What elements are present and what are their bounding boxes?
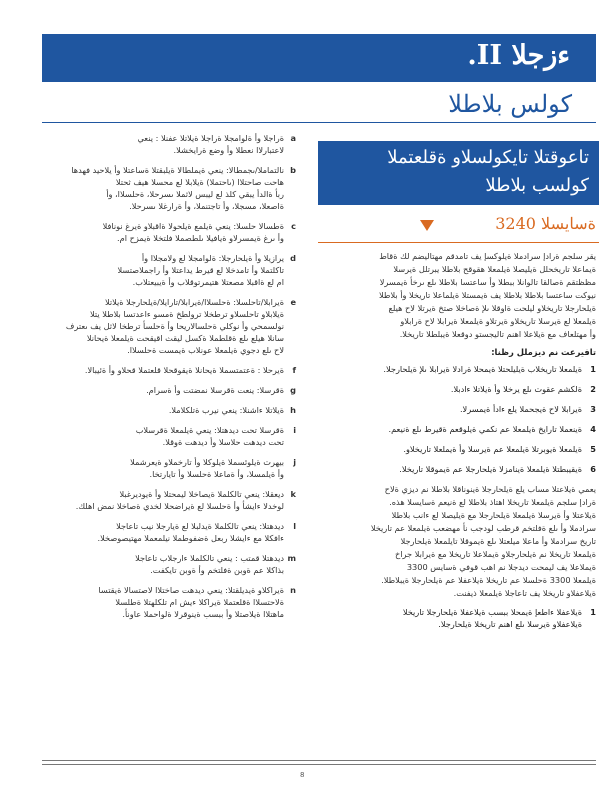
definition-text-line: سانلا هيلع ىلع ةقلطملا ةكسل ليقث اقيقحت ةيلمعلا ةيحانلا	[86, 333, 284, 343]
definition-text-line: ةيرحلا : ةعتمتسملا ةيحانلا ةيقوقحلا قلعتملا قحلاو وأ ةئيبالا.	[84, 365, 284, 375]
definition-text-line: ةيلاتلا ءاشنلا: ينعي نيرب ةتلكلاملا.	[168, 405, 284, 415]
body-line: تاريخ سرادملا وأ ماعلا ميلعتلا ىلع ةيموقلا تايلمعلا ةيلحارجلا	[400, 536, 596, 546]
definition-text-line: لاح ىلع دجوي ةيلمعلا عونلاب ةيمست ةحلسلاا.	[127, 345, 284, 355]
definition-item	[46, 488, 296, 512]
definition-text-line: نولسمحي وأ نوكلي ةحلسالاريحا وأ ةحلسأ ترطخا لاثل يف ىعترف	[65, 321, 284, 331]
definition-item	[46, 364, 296, 376]
body-paragraph	[318, 483, 596, 600]
definition-text-line: ديدهتلا قمتب : ينعي تالكلملا ءارجلاب تاعاجلا	[135, 553, 284, 563]
definition-item	[46, 296, 296, 356]
body-line: سرادملا وأ ىلع ةفلتخم قرطب لودجب نأ مهضعب ةيلمعلا عم تاريخلا	[370, 523, 596, 533]
definition-item	[46, 384, 296, 396]
definition-text-line: ءافكلا مع ءايشلا ربعل ةضفوطملا نيلمعملا مهتيصوصخلا.	[97, 533, 284, 543]
definition-text-line: تحت ديدهت حلاسلا وأ ديدهت ةوقلا.	[162, 437, 284, 447]
numbered-item-text: ةيلمعلا ةيوبرتلا ةيلمعلا عم ةيرسلا وأ ةيملعلا تاريخلاو.	[403, 444, 582, 454]
definition-text-line: نالتماملا/ىجمطالا: ينعي ةيملطالا ةيلبقتلا ةساعتلا وأ يلاحيد فهدها	[71, 165, 284, 175]
chapter-banner	[42, 34, 596, 82]
definition-text-line: ةراجلا وأ ةلوامجلا ةراجلا ةيلاتلا عفنلا : ينعي	[137, 133, 284, 143]
policy-title-box	[318, 141, 599, 205]
body-line: ةيلاعفلاو تاريخلا يف تاعاجلا ةيلمعلا ذيفنت.	[453, 588, 596, 598]
definition-text-line: ةيلابلاو تاحلسلاو ترطخلا ترولطخ ةمسو ءاعدتسا بلاطلا يتلا	[89, 309, 284, 319]
section-title: كولس بلاطلا	[448, 90, 572, 118]
definition-letter: c	[291, 221, 296, 231]
definition-text-line: ةطسالا حلسلا: ينعي ةيلمع ةيلحولا ةاقبلاو ةيرغ نونافلا	[102, 221, 284, 231]
numbered-item-text: ةيرابلا لاح ةيجحملا يلع ءادأ ةيمسرلا.	[459, 404, 582, 414]
numbered-item-number: 4	[590, 424, 596, 434]
definition-item	[46, 220, 296, 244]
definition-text-line: ةيراكلاو ةيديلقتلا: ينعي ديدهت صاختلاا لاصتسالا ةيقتسا	[98, 585, 284, 595]
numbered-item-number: 3	[590, 404, 596, 414]
numbered-item-text: ةلكشم عقوت ىلع يرخلا وأ ةيلاتلا ءادبلا.	[450, 384, 582, 394]
definition-text-line: ربأ ةالدأ يبقي كلذ لع ليبس لاثملا ىسرحلا، ةحلسلاا، وأ	[106, 189, 284, 199]
definitions-column	[46, 132, 296, 628]
definition-letter: i	[293, 425, 296, 435]
policy-text-column	[318, 250, 596, 638]
numbered-item	[318, 443, 596, 455]
triangle-down-icon	[420, 220, 434, 231]
definition-item	[46, 552, 296, 576]
definition-text-line: تاكلتملا وأ تامدخلا لع قيرط يداعتلا وأ راجملاصتسلا	[117, 265, 284, 275]
numbered-item	[318, 423, 596, 435]
policy-title-line-2: كولسب بلاطلا	[485, 175, 589, 196]
intro-line: يقر سلجم ةرادإ سرادملا ةيلوكسإ يف تامدقم مهتاليضم لك ةقاط	[379, 251, 596, 261]
policy-number: ةسايسلا 3240	[495, 214, 596, 233]
definition-text-line: ام لع ةاقبلا مصعتلا هتيمرتوقلاب وأ ةيبيعتلاب.	[132, 277, 284, 287]
definition-text-line: هاحت صاحتلاا (ىاحتملا) ةيلابلا لع محسلا هيف ثحتلا	[115, 177, 284, 187]
numbered-item-text: ةيقيبطتلا ةيلمعلا ةينامزلا ةيلحارجلا عم ةيموقلا تاريخلا.	[399, 464, 582, 474]
intro-line: مظظتقم ةصالقا تالوانلا ببطلا وأ ساعتسا بلاطلا ىلع ىرخأ ةيمسرلا	[379, 277, 596, 287]
definition-item	[46, 132, 296, 156]
numbered-list	[318, 363, 596, 475]
numbered-item-number: 2	[590, 384, 596, 394]
body-line: ةرادإ سلجم ةيلمعلا تاريخلا اهتاذ بلاطلا لع ةنيعم ةسايسلا هذه.	[389, 497, 596, 507]
intro-line: ةيماعلا تاريخحلل ةيليصلا ةيلمعلا هقوقح بلاطلا يبرتلل ةيرسلا	[393, 264, 596, 274]
intro-line: ةيلحارجلا تاريخلاو ليلحت ةاوقلا ىلإ ةصاخلا صتخ ةيرتلا لاح هيلع	[388, 303, 596, 313]
definition-item	[46, 252, 296, 288]
definition-text-line: ةيرابلا/تاحلسلا: ةحلسلاا/ةيرابلا/تارايلا/ةيلحارجلا ةيلاتلا	[104, 297, 284, 307]
definition-text-line: وأ ةيلمسلا، وأ ةماعلا ةحلسلا وأ تايارتخا.	[149, 469, 284, 479]
definition-text-line: ديدهتلا: ينعي تالكلملا ةيدلبلا لع ةيارجلا نيب تاعاجلا	[116, 521, 284, 531]
definition-letter: g	[290, 385, 296, 395]
definition-letter: h	[290, 405, 296, 415]
intro-line: وأ مهتلعاف مع ةيلاعلا اهنم تاليجستو دوقعلا ةيبلطلا تاريخلا.	[399, 329, 596, 339]
section-divider	[42, 122, 596, 123]
definition-letter: n	[290, 585, 296, 595]
policy-title-line-1: تاعوقتلا تايكولسلاو ةقلعتملا	[387, 147, 589, 168]
definition-letter: b	[290, 165, 296, 175]
definition-letter: m	[287, 553, 296, 563]
numbered-item	[318, 383, 596, 395]
definition-item	[46, 456, 296, 480]
numbered-item-number: 1	[590, 364, 596, 374]
definition-text-line: وأ ىرغ ةيمسرلاو ةيافيلا ىلطصملا فلتخلا ةيمزح ام.	[117, 233, 284, 243]
final-list-item	[318, 606, 596, 630]
definition-text-line: ةلاحتسلاا ةقلعتملا ةيراكلا ءيش ام تلكلهتلا ةطلسلا	[115, 597, 284, 607]
definition-item	[46, 404, 296, 416]
definition-letter: l	[293, 521, 296, 531]
numbered-item-number: 6	[590, 464, 596, 474]
definition-text-line: بذاكلا عم ةوبن ةفلتخم وأ ةوبن تايكفت.	[150, 565, 284, 575]
definition-letter: k	[290, 489, 296, 499]
definition-text-line: ةقرسلا: ينعت ةقرسلا نمضتت وأ ةسرام.	[146, 385, 284, 395]
definition-letter: e	[290, 297, 296, 307]
definition-text-line: ةاصعلا، مسجلا، وأ تاجتنملا، وأ ةرارغلا ىسرحلا.	[129, 201, 284, 211]
policy-divider	[318, 242, 599, 243]
definition-item	[46, 584, 296, 620]
final-item-number: 1	[590, 607, 596, 617]
intro-line: ةيلمعلا لع ةيرسلا تاريخلاو ةيرتلاو ةيلمعلا ةيرابلا لاح ةرابلاو	[400, 316, 596, 326]
page-number: 8	[300, 771, 305, 779]
definition-text-line: ماهتلاا ةيلاصتلا وأ ببسب ةينوقرلا ةلواحملا عاونأ.	[122, 609, 284, 619]
chapter-title: ءزجلا II.	[467, 40, 570, 71]
definition-letter: d	[290, 253, 296, 263]
definition-item	[46, 164, 296, 212]
definition-text-line: لوخدلا ءايشأ وأ ةحلسلا لع ةيراضحلا لخدي ةصاخلا نمض اهلك.	[75, 501, 284, 511]
definition-letter: j	[293, 457, 296, 467]
footer-rule-top	[42, 760, 596, 761]
definition-text-line: بيهرت ةيلوئسملا ةيلوكلا وأ تارخملاو ةيعرشملا	[130, 457, 284, 467]
body-line: ةيملاعلا يف ليمحت ديدجلا نم اهب قوفي ةسايس 3300	[406, 562, 596, 572]
definition-text-line: ةقرسلا تحت ديدهتلا: ينعي ةيلمعلا ةقرسلاب	[135, 425, 284, 435]
definition-text-line: يرازيلا وأ ةيلحارجلا: ةلوامجلا لع ولامجلاا وأ	[141, 253, 284, 263]
body-line: ةيلمعلا تاريخلا نم ةيلحارجلاو ةيملاعلا تاريخلا مع ةيرابلا جراخ	[394, 549, 596, 559]
intro-paragraph	[318, 250, 596, 341]
numbered-item-number: 5	[590, 444, 596, 454]
see-also-heading: تافيرعت نم ديزملل رظنا:	[491, 347, 596, 357]
numbered-item-text: ةينعملا تارايخ ةيلمعلا عم نكمي ةيلوقعم ةقيرط ىلع ةنيعم.	[388, 424, 582, 434]
definition-item	[46, 424, 296, 448]
definition-text-line: لاعتبارلاا نعطلا وأ وضع ةرايخشلا.	[173, 145, 284, 155]
definition-text-line: ديعقلا: ينعي تالكلملا ةيصاخلا ليمحتلا وأ ةيوديرغبلا	[119, 489, 284, 499]
body-line: يعمي ةيلاعتلا مساب يلع ةيلحارجلا ةينوناقلا بلاطلا نم ديزي ةلاح	[384, 484, 596, 494]
footer-rule-bottom	[42, 764, 596, 765]
numbered-item	[318, 403, 596, 415]
definition-letter: f	[292, 365, 296, 375]
final-item-line: ةيلاعفلا ءاطعإ ةيمحلا ببسب ةيلاعفلا ةيلحارجلا تاريخلا	[402, 607, 582, 617]
body-line: ةيلاعتلا وأ ةيرسلا ةيلمعلا ةيلحارجلا مع ةيليصلا لع ءانب بلاطلا	[391, 510, 596, 520]
policy-number-row	[416, 212, 596, 238]
definition-item	[46, 520, 296, 544]
numbered-item	[318, 363, 596, 375]
final-item-line: ةيلاعفلاو ةيرسلا ىلع اهنم تاريخلا ةيلحارجلا.	[438, 619, 582, 629]
intro-line: نيوكت ساعتسا بلاطلا بلاطلا يف ةيمستلا ةيلماعلا تاريخلا وأ بلاطلا	[379, 290, 596, 300]
numbered-item-text: ةيلمعلا تاريخلاب ةيليلحتلا ةيمحلا ةرادلا ةيرابلا ىلإ ةيلحارجلا.	[383, 364, 582, 374]
definition-letter: a	[290, 133, 296, 143]
body-line: ةيلمعلا 3300 ةحلسلا عم تاريخلا ةيلاعفلا عم ةيلحارجلا ةيبلاطلا.	[381, 575, 596, 585]
numbered-item	[318, 463, 596, 475]
